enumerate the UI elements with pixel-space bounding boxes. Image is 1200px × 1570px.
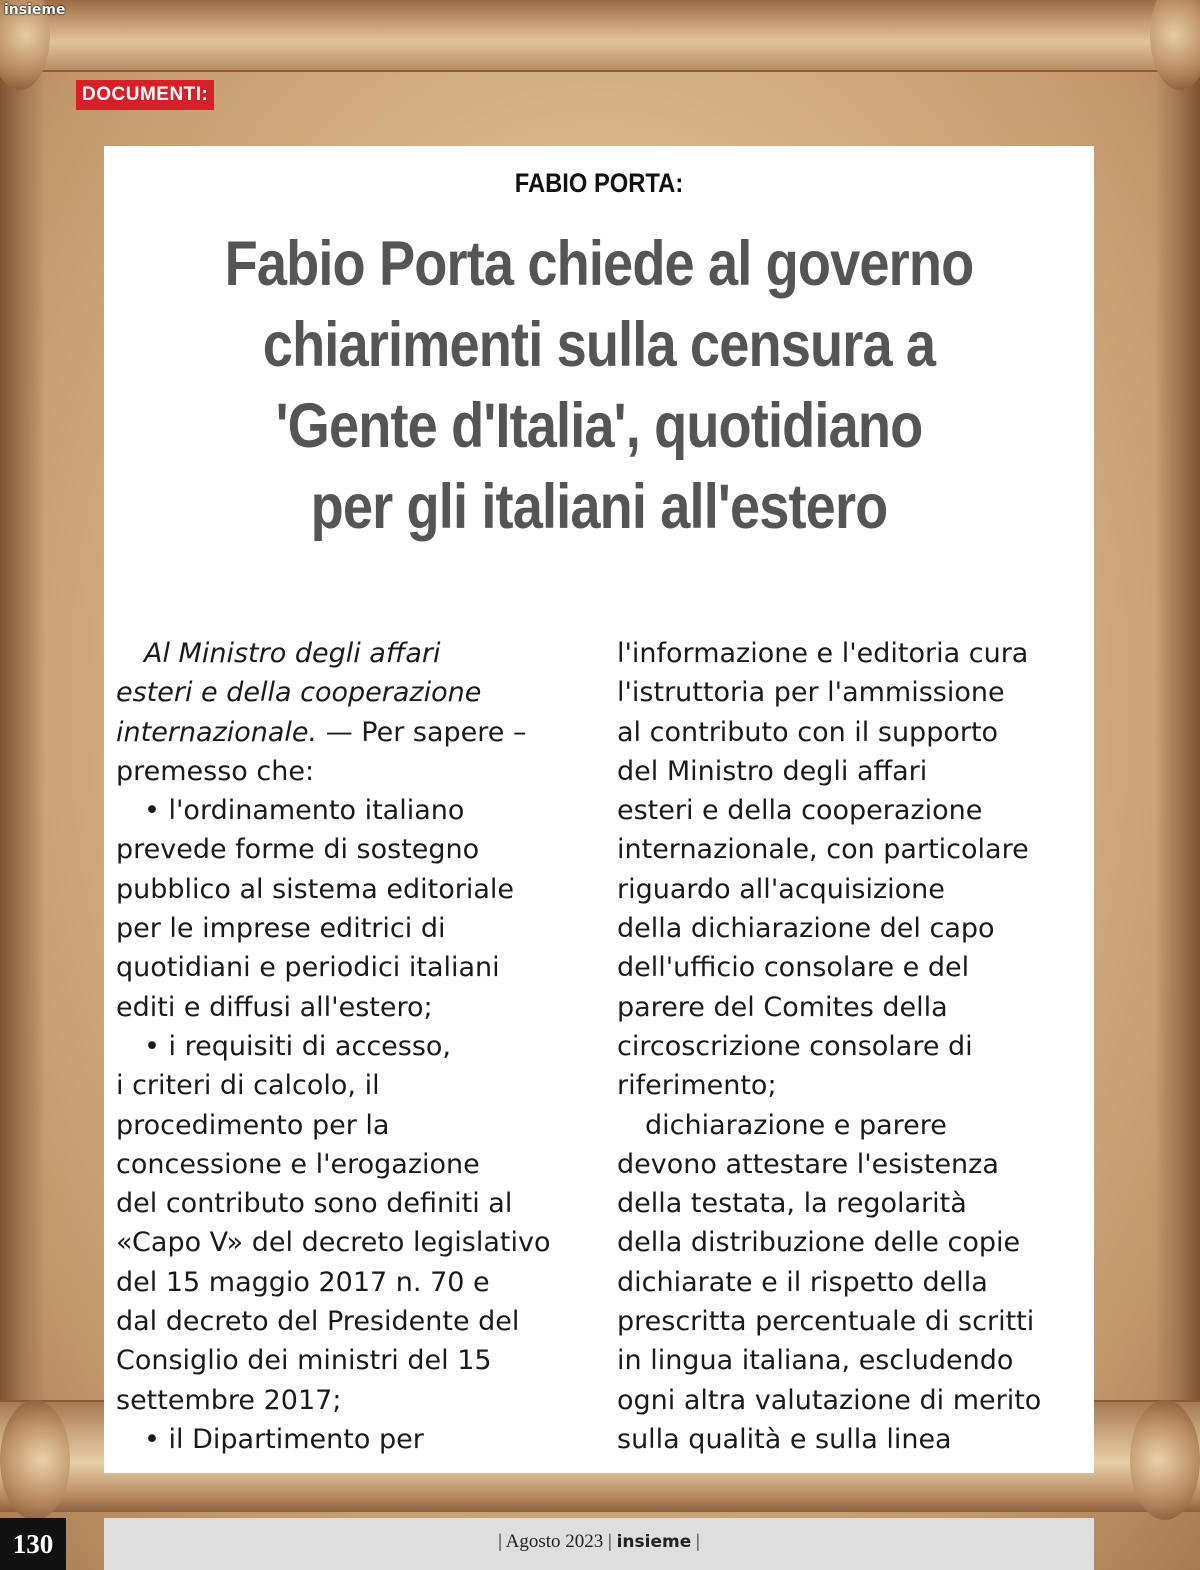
body-line: Consiglio dei ministri del 15 — [116, 1345, 492, 1377]
body-line: l'informazione e l'editoria cura — [617, 638, 1029, 669]
article-panel — [104, 146, 1094, 1473]
body-line: «Capo V» del decreto legislativo — [116, 1227, 551, 1259]
body-line: concessione e l'erogazione — [116, 1148, 480, 1180]
body-column-right — [617, 634, 1087, 1459]
scroll-right-edge — [1155, 60, 1200, 1410]
body-line: dal decreto del Presidente del — [116, 1306, 520, 1338]
footer-issue: | Agosto 2023 | — [498, 1531, 612, 1552]
body-line: prevede forme di sostegno — [116, 834, 480, 866]
body-line: del contributo sono definiti al — [116, 1188, 513, 1220]
body-line: procedimento per la — [116, 1109, 390, 1141]
addressee-italic: esteri e della cooperazione — [116, 677, 482, 709]
body-line: esteri e della cooperazione — [617, 795, 983, 827]
scroll-bottom-right-curl — [1130, 1400, 1200, 1520]
footer-text — [104, 1531, 1094, 1553]
body-line: dichiarate e il rispetto della — [617, 1266, 988, 1298]
body-line: dell'ufficio consolare e del — [617, 952, 970, 984]
body-line: al contributo con il supporto — [617, 716, 999, 748]
page-number: 130 — [0, 1518, 66, 1570]
body-line: ogni altra valutazione di merito — [617, 1384, 1042, 1416]
addressee-italic: Al Ministro degli affari — [144, 638, 441, 669]
addressee-italic: internazionale. — [116, 716, 318, 748]
section-tag: DOCUMENTI: — [76, 80, 214, 110]
body-line: settembre 2017; — [116, 1384, 342, 1416]
scroll-left-edge — [0, 60, 45, 1410]
body-line: l'istruttoria per l'ammissione — [617, 677, 1005, 709]
body-line: pubblico al sistema editoriale — [116, 873, 514, 905]
body-line: sulla qualità e sulla linea — [617, 1423, 952, 1455]
body-line: riferimento; — [617, 1070, 777, 1102]
body-line: per le imprese editrici di — [116, 913, 446, 945]
body-line: • il Dipartimento per — [144, 1423, 424, 1455]
body-line: circoscrizione consolare di — [617, 1030, 973, 1062]
body-line: in lingua italiana, escludendo — [617, 1345, 1014, 1377]
footer-brand: insieme — [616, 1532, 692, 1552]
body-line: del Ministro degli affari — [617, 755, 928, 787]
body-line: • i requisiti di accesso, — [144, 1030, 452, 1062]
body-line: del 15 maggio 2017 n. 70 e — [116, 1266, 490, 1298]
body-line: della dichiarazione del capo — [617, 913, 995, 945]
body-line: dichiarazione e parere — [645, 1109, 947, 1141]
body-line: della distribuzione delle copie — [617, 1227, 1021, 1259]
article-headline — [144, 224, 1054, 548]
headline-line: chiarimenti sulla censura a — [262, 310, 936, 380]
masthead-brand: insieme — [4, 2, 66, 18]
body-line — [116, 713, 586, 752]
body-line: quotidiani e periodici italiani — [116, 952, 500, 984]
footer-bar — [104, 1518, 1094, 1570]
headline-line: 'Gente d'Italia', quotidiano — [275, 391, 923, 461]
body-line: • l'ordinamento italiano — [144, 795, 465, 827]
body-line: della testata, la regolarità — [617, 1188, 967, 1220]
body-line — [116, 634, 586, 673]
headline-line: Fabio Porta chiede al governo — [224, 229, 974, 299]
body-text: — Per sapere – — [317, 716, 527, 748]
body-line: devono attestare l'esistenza — [617, 1148, 999, 1180]
article-kicker: FABIO PORTA: — [514, 168, 684, 198]
headline-line: per gli italiani all'estero — [310, 472, 888, 542]
body-line: editi e diffusi all'estero; — [116, 991, 433, 1023]
body-line: internazionale, con particolare — [617, 834, 1029, 866]
footer-close: | — [696, 1531, 700, 1552]
body-column-left — [116, 634, 586, 1459]
body-line: prescritta percentuale di scritti — [617, 1306, 1035, 1338]
scroll-bottom-left-curl — [0, 1400, 70, 1520]
body-line — [116, 673, 586, 712]
body-line: riguardo all'acquisizione — [617, 873, 945, 905]
body-line: parere del Comites della — [617, 991, 948, 1023]
body-line: i criteri di calcolo, il — [116, 1070, 380, 1102]
scroll-top-roll — [0, 0, 1200, 72]
body-line: premesso che: — [116, 755, 315, 787]
